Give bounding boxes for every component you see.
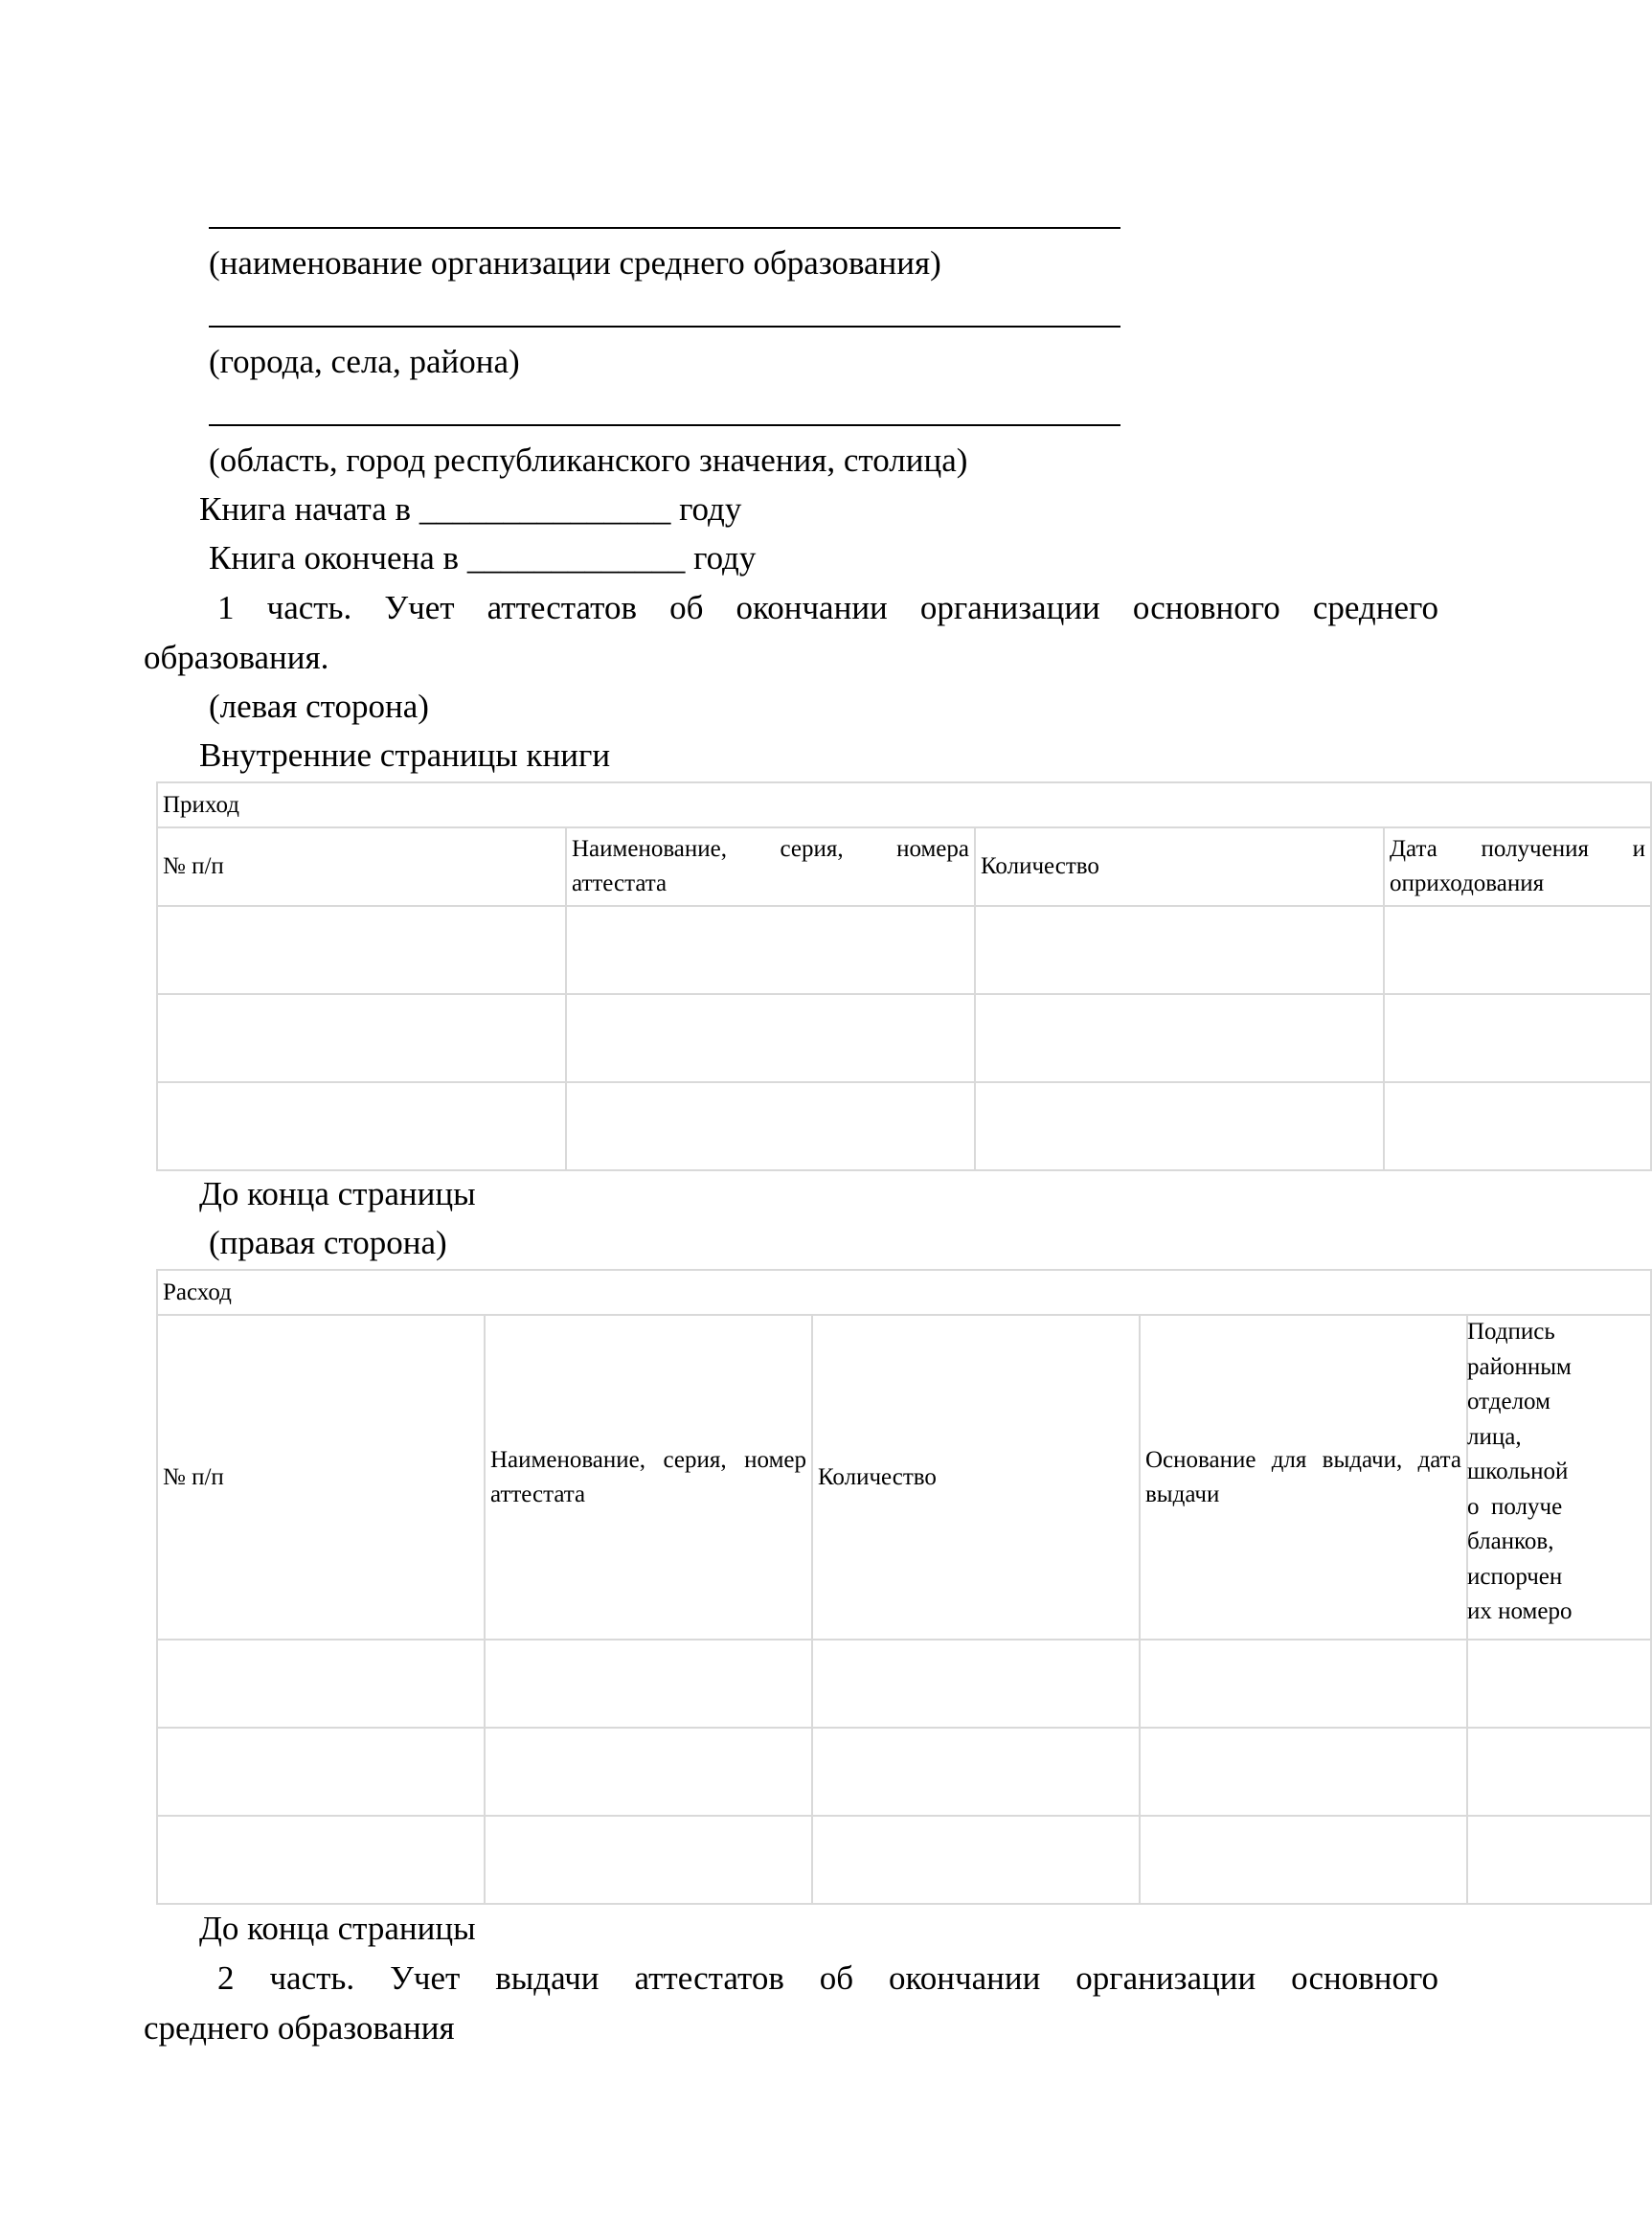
income-col-name: Наименование, серия, номера аттестата	[566, 827, 975, 906]
book-started: Книга начата в _______________ году	[199, 490, 742, 528]
income-col-quantity: Количество	[975, 827, 1384, 906]
expense-col-name: Наименование, серия, номер аттестата	[485, 1315, 812, 1640]
table-row	[157, 1082, 1651, 1170]
table-row	[157, 906, 1651, 994]
part2-heading	[144, 1954, 1438, 2053]
part2-line1: 2 часть. Учет выдачи аттестатов об окончании организации основного	[217, 1959, 1438, 1997]
expense-table-title: Расход	[157, 1270, 1651, 1315]
part1-heading	[144, 583, 1438, 683]
table-row	[157, 1728, 1651, 1816]
income-col-number: № п/п	[157, 827, 566, 906]
left-side-caption: (левая сторона)	[209, 688, 429, 725]
expense-table	[156, 1269, 1652, 1905]
table-row	[157, 1640, 1651, 1728]
income-table	[156, 781, 1652, 1171]
signature-column-text: Подпись районным отделом лица, школьной о получе бланков, испорчен их номеро	[1467, 1319, 1573, 1624]
part1-line2: образования.	[144, 639, 329, 676]
table-row	[157, 994, 1651, 1082]
to-end-of-page-2: До конца страницы	[199, 1910, 476, 1947]
part2-line2: среднего образования	[144, 2009, 455, 2047]
region-name-line	[209, 424, 1120, 426]
right-side-caption: (правая сторона)	[209, 1224, 447, 1261]
city-caption: (города, села, района)	[209, 343, 520, 380]
income-col-date: Дата получения и оприходования	[1384, 827, 1651, 906]
expense-col-number: № п/п	[157, 1315, 485, 1640]
region-caption: (область, город республиканского значения, столица)	[209, 441, 968, 479]
book-finished: Книга окончена в _____________ году	[209, 539, 757, 577]
part1-line1: 1 часть. Учет аттестатов об окончании организации основного среднего	[217, 589, 1438, 626]
inner-pages-caption: Внутренние страницы книги	[199, 736, 611, 774]
table-row	[157, 1816, 1651, 1904]
org-name-line	[209, 227, 1120, 229]
expense-col-basis: Основание для выдачи, дата выдачи	[1140, 1315, 1467, 1640]
to-end-of-page-1: До конца страницы	[199, 1175, 476, 1212]
org-caption: (наименование организации среднего образования)	[209, 244, 941, 282]
income-table-title: Приход	[157, 782, 1651, 827]
expense-col-quantity: Количество	[812, 1315, 1140, 1640]
city-name-line	[209, 326, 1120, 328]
